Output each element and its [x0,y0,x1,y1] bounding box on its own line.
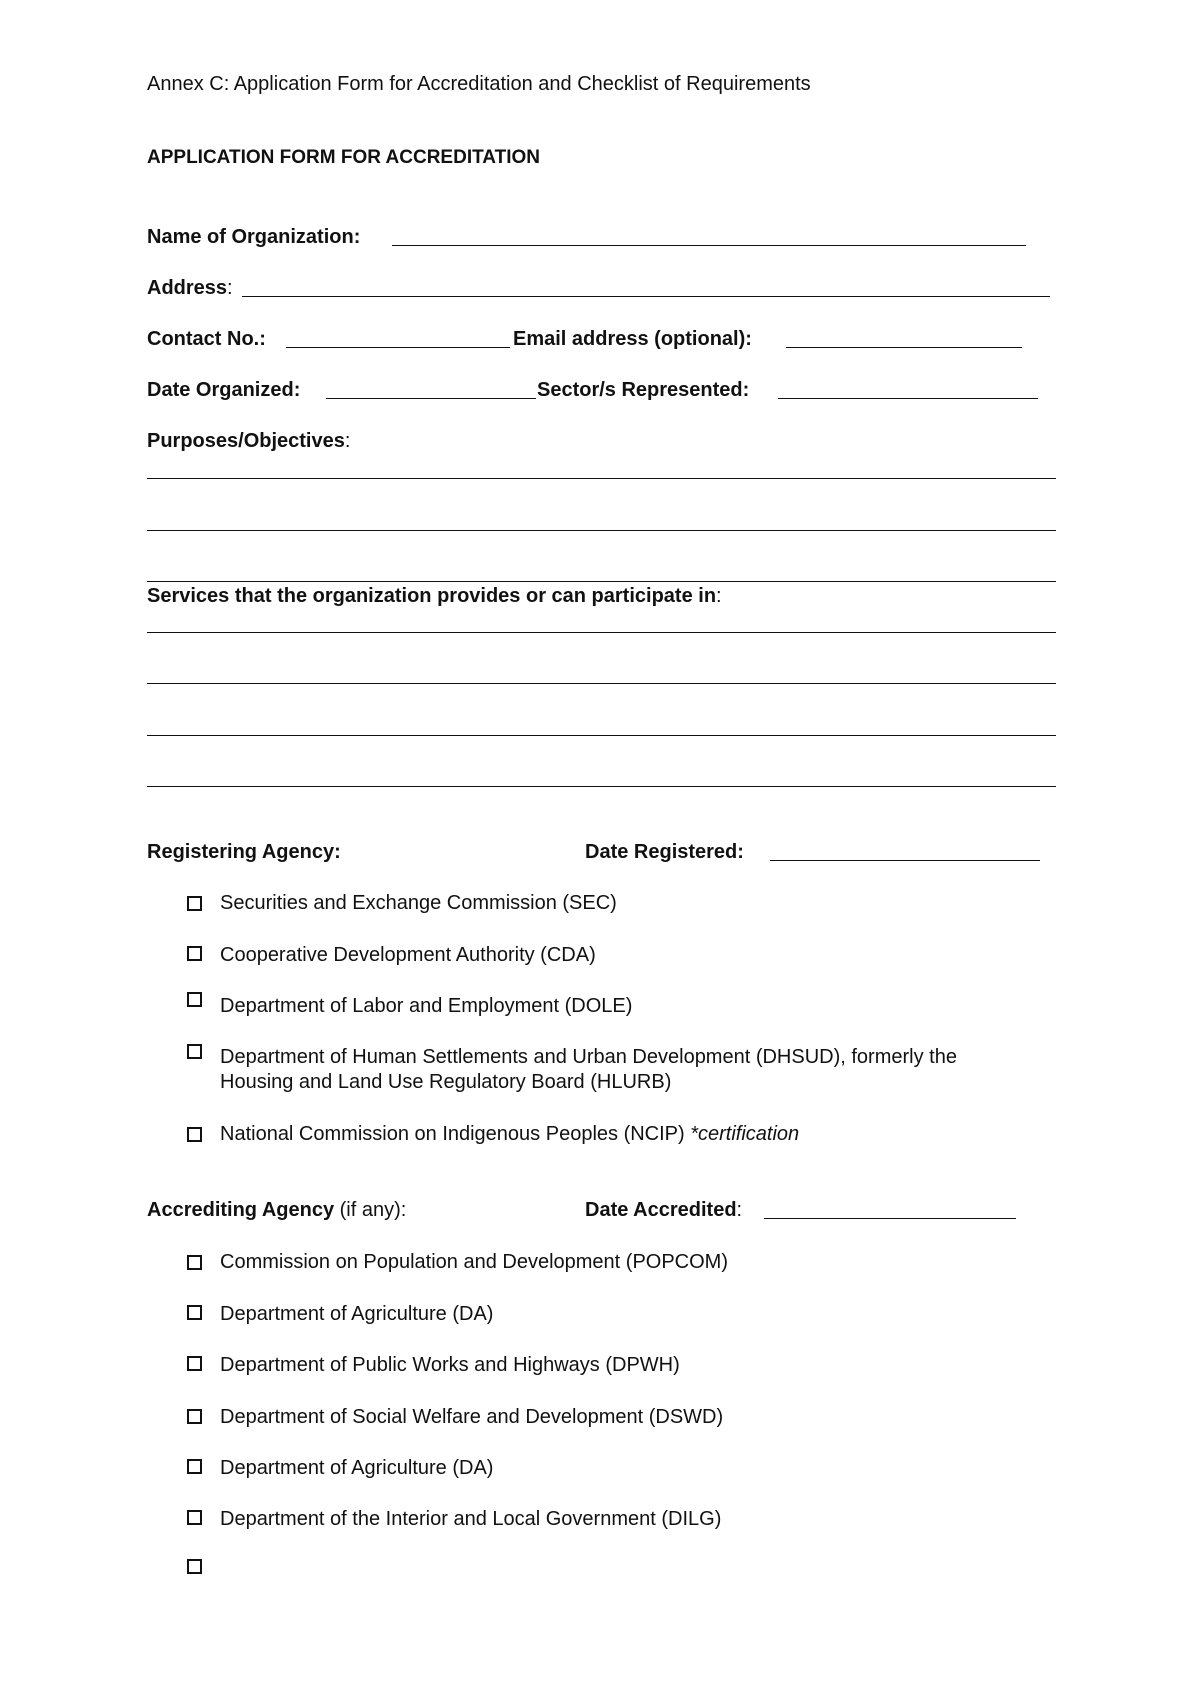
purposes-line[interactable] [147,530,1056,531]
popcom-option-label: Commission on Population and Development (POPCOM) [220,1251,728,1273]
purposes-line[interactable] [147,581,1056,582]
date-registered-label: Date Registered: [585,841,744,863]
services-label: Services that the organization provides or can participate in [147,585,717,607]
accrediting-agency-label-row [147,1198,406,1222]
name-of-organization-label: Name of Organization: [147,226,361,248]
email-address-label: Email address (optional): [513,328,752,350]
dilg-checkbox[interactable] [187,1510,202,1525]
dpwh-option-label: Department of Public Works and Highways (DPWH) [220,1354,680,1376]
address-label: Address [147,277,228,299]
services-label-row [147,584,722,608]
sec-option-label: Securities and Exchange Commission (SEC) [220,892,617,914]
date-registered-field[interactable] [770,860,1040,861]
dpwh-checkbox[interactable] [187,1356,202,1371]
ncip-checkbox[interactable] [187,1127,202,1142]
da-checkbox-2[interactable] [187,1459,202,1474]
da-checkbox[interactable] [187,1305,202,1320]
purposes-line[interactable] [147,478,1056,479]
services-line[interactable] [147,632,1056,633]
registering-agency-label: Registering Agency: [147,841,341,863]
other-agency-checkbox[interactable] [187,1559,202,1574]
date-organized-field[interactable] [326,398,536,399]
date-accredited-label-row [585,1198,742,1222]
da-option-label-2: Department of Agriculture (DA) [220,1457,494,1479]
dole-option-label: Department of Labor and Employment (DOLE) [220,995,633,1017]
contact-no-label: Contact No.: [147,328,266,350]
sectors-represented-label: Sector/s Represented: [537,379,750,401]
cda-option-label: Cooperative Development Authority (CDA) [220,944,596,966]
date-organized-label: Date Organized: [147,379,301,401]
dilg-option-label: Department of the Interior and Local Government (DILG) [220,1508,722,1530]
purposes-label-row [147,429,350,453]
name-of-organization-field[interactable] [392,245,1026,246]
sectors-represented-field[interactable] [778,398,1038,399]
dhsud-checkbox[interactable] [187,1044,202,1059]
email-address-field[interactable] [786,347,1022,348]
ncip-certification-note: *certification [690,1123,800,1145]
annex-title: Annex C: Application Form for Accreditation and Checklist of Requirements [147,73,811,95]
dhsud-option-label: Department of Human Settlements and Urban Development (DHSUD), formerly the [220,1046,957,1068]
da-option-label: Department of Agriculture (DA) [220,1303,494,1325]
address-label-row [147,276,233,300]
accrediting-agency-label: Accrediting Agency [147,1199,335,1221]
date-accredited-field[interactable] [764,1218,1016,1219]
ncip-option [220,1122,799,1146]
dole-checkbox[interactable] [187,992,202,1007]
sec-checkbox[interactable] [187,896,202,911]
services-colon: : [716,585,722,607]
date-accredited-label: Date Accredited [585,1199,737,1221]
date-accredited-colon: : [736,1199,743,1221]
contact-no-field[interactable] [286,347,510,348]
popcom-checkbox[interactable] [187,1255,202,1270]
services-line[interactable] [147,735,1056,736]
dhsud-option-label-continued: Housing and Land Use Regulatory Board (HLURB) [220,1071,672,1093]
services-line[interactable] [147,786,1056,787]
purposes-colon: : [344,430,351,452]
form-title: APPLICATION FORM FOR ACCREDITATION [147,147,540,168]
address-colon: : [227,277,233,299]
ncip-option-label: National Commission on Indigenous Peoples (NCIP) [220,1123,685,1145]
dswd-option-label: Department of Social Welfare and Development (DSWD) [220,1406,724,1428]
dswd-checkbox[interactable] [187,1409,202,1424]
address-field[interactable] [242,296,1050,297]
cda-checkbox[interactable] [187,946,202,961]
services-line[interactable] [147,683,1056,684]
purposes-label: Purposes/Objectives [147,430,345,452]
accrediting-agency-note: (if any): [334,1199,407,1221]
